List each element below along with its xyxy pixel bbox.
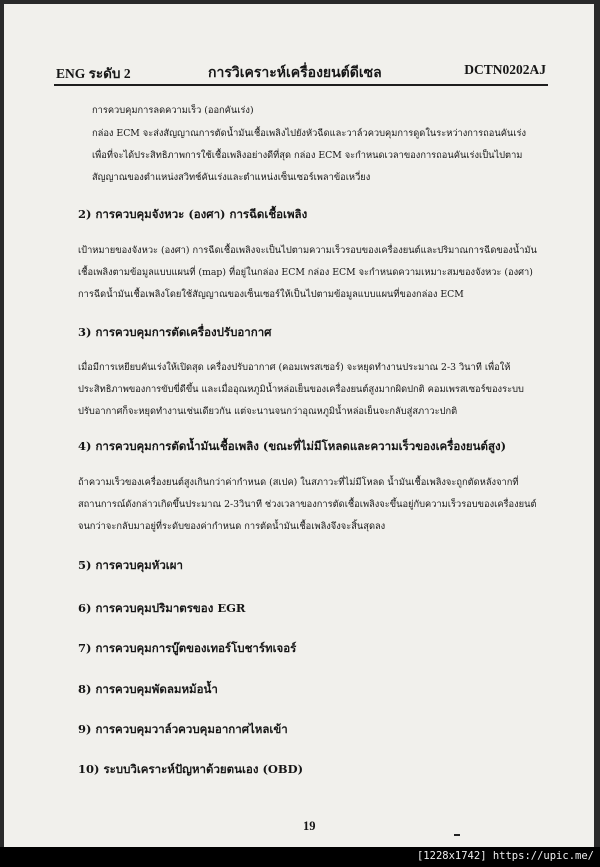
intro-line-3: สัญญาณของตำแหน่งสวิทช์คันเร่งและตำแหน่งเซ็นเซอร์เพลาข้อเหวี่ยง xyxy=(92,172,371,183)
section-2-line-1: เป้าหมายของจังหวะ (องศา) การฉีดเชื้อเพลิงจะเป็นไปตามความเร็วรอบของเครื่องยนต์และปริมาณการฉีดของน้ำมัน xyxy=(78,245,537,256)
item-6-heading: 6) การควบคุมปริมาตรของ EGR xyxy=(78,601,246,615)
course-level: ENG ระดับ 2 xyxy=(56,66,131,81)
page-number: 19 xyxy=(303,819,316,833)
section-4-line-2: สถานการณ์ดังกล่าวเกิดขึ้นประมาณ 2-3วินาที ช่วงเวลาของการตัดเชื้อเพลิงจะขึ้นอยู่กับความเร็วรอบของเครื่องยนต์ xyxy=(78,499,537,510)
section-4-line-1: ถ้าความเร็วของเครื่องยนต์สูงเกินกว่าค่ากำหนด (สเปค) ในสภาวะที่ไม่มีโหลด น้ำมันเชื้อเพลิงจะถูกตัดหลังจากที่ xyxy=(78,477,519,488)
page-header xyxy=(56,62,546,82)
scan-mark xyxy=(454,834,460,836)
section-3-line-3: ปรับอากาศก็จะหยุดทำงานเช่นเดียวกัน แต่จะนานจนกว่าอุณหภูมิน้ำหล่อเย็นจะกลับสู่สภาวะปกติ xyxy=(78,406,458,417)
intro-line-1: กล่อง ECM จะส่งสัญญาณการตัดน้ำมันเชื้อเพลิงไปยังหัวฉีดและวาล์วควบคุมการดูดในระหว่างการถอนคันเร่ง xyxy=(92,128,527,139)
course-code: DCTN0202AJ xyxy=(464,62,546,77)
section-2-line-2: เชื้อเพลิงตามข้อมูลแบบแผนที่ (map) ที่อยู่ในกล่อง ECM กล่อง ECM จะกำหนดความเหมาะสมของจังหวะ (องศา) xyxy=(78,267,533,278)
document-page xyxy=(4,4,594,847)
section-3-heading: 3) การควบคุมการตัดเครื่องปรับอากาศ xyxy=(78,325,272,339)
item-9-heading: 9) การควบคุมวาล์วควบคุมอากาศไหลเข้า xyxy=(78,722,288,736)
section-3-line-1: เมื่อมีการเหยียบคันเร่งให้เปิดสุด เครื่องปรับอากาศ (คอมเพรสเซอร์) จะหยุดทำงานประมาณ 2-3 วินาที เพื่อให้ xyxy=(78,362,511,373)
watermark-text: [1228x1742] https://upic.me/ xyxy=(416,850,594,862)
section-4-heading: 4) การควบคุมการตัดน้ำมันเชื้อเพลิง (ขณะที่ไม่มีโหลดและความเร็วของเครื่องยนต์สูง) xyxy=(78,439,507,453)
item-5-heading: 5) การควบคุมหัวเผา xyxy=(78,558,183,572)
section-2-line-3: การฉีดน้ำมันเชื้อเพลิงโดยใช้สัญญาณของเซ็นเซอร์ให้เป็นไปตามข้อมูลแบบแผนที่ของกล่อง ECM xyxy=(78,289,464,300)
intro-line-2: เพื่อที่จะได้ประสิทธิภาพการใช้เชื้อเพลิงอย่างดีที่สุด กล่อง ECM จะกำหนดเวลาของการถอนคันเร่งเป็นไปตาม xyxy=(92,150,523,161)
intro-subtitle: การควบคุมการลดความเร็ว (ออกคันเร่ง) xyxy=(92,105,254,116)
watermark-bar xyxy=(0,847,600,867)
header-rule xyxy=(54,84,548,86)
section-4-line-3: จนกว่าจะกลับมาอยู่ที่ระดับของค่ากำหนด การตัดน้ำมันเชื้อเพลิงจึงจะสิ้นสุดลง xyxy=(78,521,386,532)
item-8-heading: 8) การควบคุมพัดลมหม้อน้ำ xyxy=(78,682,218,696)
section-3-line-2: ประสิทธิภาพของการขับขี่ดีขึ้น และเมื่ออุณหภูมิน้ำหล่อเย็นของเครื่องยนต์สูงมากผิดปกติ คอมเพรสเซอร์ของระบบ xyxy=(78,384,524,395)
document-title: การวิเคราะห์เครื่องยนต์ดีเซล xyxy=(208,66,382,81)
item-10-heading: 10) ระบบวิเคราะห์ปัญหาด้วยตนเอง (OBD) xyxy=(78,762,304,776)
section-2-heading: 2) การควบคุมจังหวะ (องศา) การฉีดเชื้อเพลิง xyxy=(78,207,308,221)
item-7-heading: 7) การควบคุมการบู๊ตของเทอร์โบชาร์ทเจอร์ xyxy=(78,641,297,655)
